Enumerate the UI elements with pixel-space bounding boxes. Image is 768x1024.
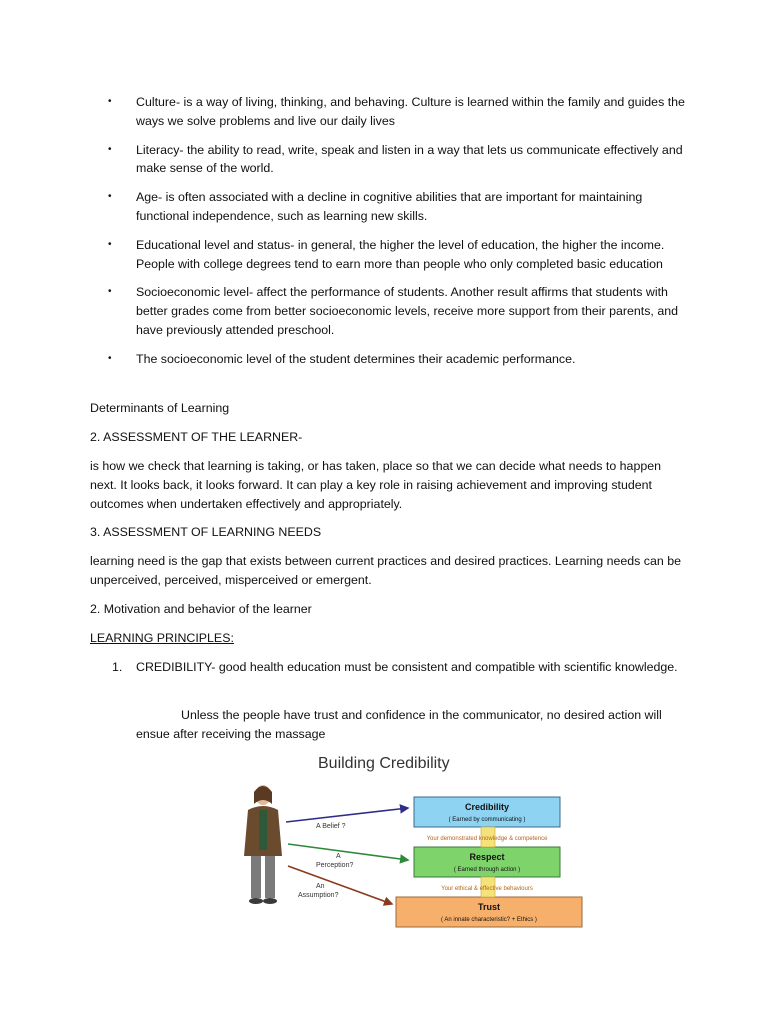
- bullet-icon: •: [108, 238, 112, 250]
- arrow-label: A Belief ?: [316, 823, 346, 830]
- assessment-learner-body: is how we check that learning is taking, or has taken, place so that we can decide what needs to happen next. It looks back, it looks forward. It can play a key role in raising achievement and improving student outcomes when undertaken effectively and appropriately.: [90, 459, 662, 511]
- connector-label: Your demonstrated knowledge & competence: [426, 836, 548, 842]
- list-item: • The socioeconomic level of the student determines their academic performance.: [108, 350, 688, 369]
- box-title: Credibility: [464, 802, 510, 812]
- box-title: Respect: [469, 852, 505, 862]
- connector-label: Your ethical & effective behaviours: [441, 886, 533, 892]
- principle-text: CREDIBILITY- good health education must be consistent and compatible with scientific knowledge.: [136, 660, 678, 674]
- determinants-heading: Determinants of Learning: [90, 401, 230, 415]
- bullet-icon: •: [108, 143, 112, 155]
- bullet-icon: •: [108, 286, 112, 298]
- list-item: • Educational level and status- in general, the higher the level of education, the higher the income. People with college degrees tend to earn more than people who only completed basic education: [108, 237, 665, 271]
- learning-principles-heading: LEARNING PRINCIPLES:: [90, 631, 234, 645]
- diagram-title: Building Credibility: [318, 755, 450, 772]
- principle-credibility: [112, 658, 682, 677]
- assessment-needs-body: learning need is the gap that exists between current practices and desired practices. Learning needs can be unperceived, perceived, misperceived or emergent.: [90, 554, 681, 587]
- list-item: • Age- is often associated with a decline in cognitive abilities that are important for maintaining functional independence, such as learning new skills.: [108, 190, 643, 223]
- credibility-box: [414, 797, 560, 827]
- factor-bullet-list: [108, 93, 688, 379]
- arrow-label: Perception?: [316, 862, 354, 869]
- bullet-icon: •: [108, 352, 112, 364]
- building-credibility-diagram: [232, 752, 592, 930]
- box-title: Trust: [477, 902, 501, 912]
- principle-number: 1.: [112, 660, 123, 674]
- person-illustration: [244, 785, 282, 904]
- principle-note: Unless the people have trust and confidence in the communicator, no desired action will ensue after receiving the massage: [136, 708, 662, 741]
- arrow-label: Assumption?: [298, 892, 339, 899]
- belief-arrow: [286, 808, 408, 822]
- assessment-needs-heading: 3. ASSESSMENT OF LEARNING NEEDS: [90, 525, 322, 539]
- assessment-learner-heading: 2. ASSESSMENT OF THE LEARNER-: [90, 430, 303, 444]
- list-item: • Socioeconomic level- affect the performance of students. Another result affirms that students with better grades come from better socioeconomic levels, receive more support from their parents, and have previously attended preschool.: [108, 285, 678, 337]
- box-subtitle: ( An innate characteristic? + Ethics ): [441, 917, 537, 923]
- perception-arrow: [288, 844, 408, 860]
- box-subtitle: ( Earned by communicating ): [448, 817, 526, 823]
- motivation-heading: 2. Motivation and behavior of the learner: [90, 602, 312, 616]
- bullet-icon: •: [108, 191, 112, 203]
- arrow-label: An: [316, 883, 325, 890]
- respect-box: [414, 847, 560, 877]
- list-item: • Literacy- the ability to read, write, speak and listen in a way that lets us communicate effectively and make sense of the world.: [108, 142, 683, 176]
- list-item: • Culture- is a way of living, thinking, and behaving. Culture is learned within the family and guides the ways we solve problems and live our daily lives: [108, 95, 685, 128]
- trust-box: [396, 897, 582, 927]
- bullet-icon: •: [108, 96, 112, 107]
- arrow-label: A: [336, 853, 341, 860]
- box-subtitle: ( Earned through action ): [453, 867, 521, 873]
